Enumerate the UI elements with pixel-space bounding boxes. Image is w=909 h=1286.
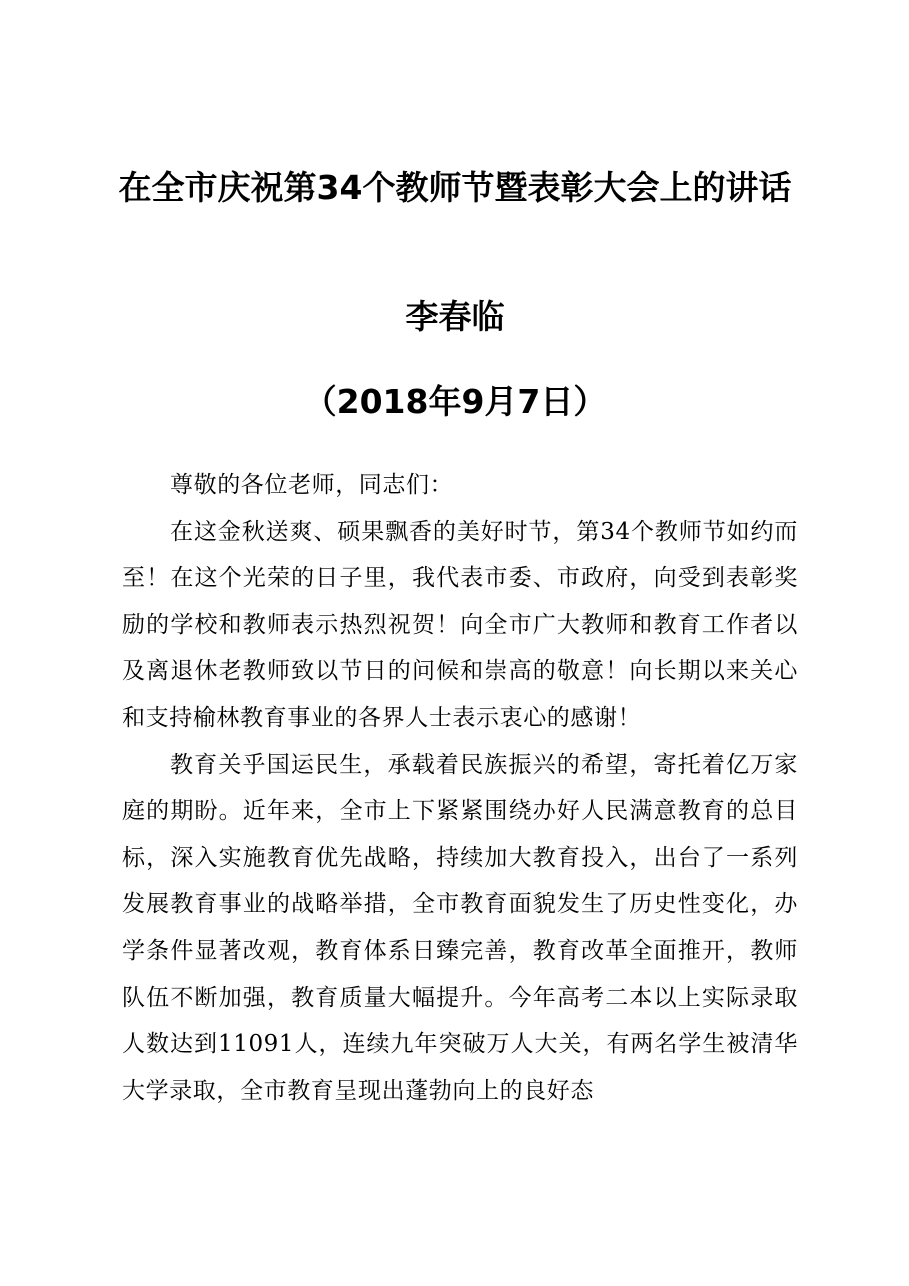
salutation-paragraph: 尊敬的各位老师，同志们： [170, 472, 454, 498]
body-paragraph: 教育关乎国运民生，承载着民族振兴的希望，寄托着亿万家庭的期盼。近年来，全市上下紧紧围绕办好人民满意教育的总目标，深入实施教育优先战略，持续加大教育投入，出台了一系列发展教育事业的战略举措，全市教育面貌发生了历史性变化，办学条件显著改观，教育体系日臻完善，教育改革全面推开，教师队伍不断加强，教育质量大幅提升。今年高考二本以上实际录取人数达到11091人，连续九年突破万人大关，有两名学生被清华大学录取，全市教育呈现出蓬勃向上的良好态 [122, 751, 798, 1104]
document-title: 在全市庆祝第34个教师节暨表彰大会上的讲话 [118, 168, 792, 207]
document-date: （2018年9月7日） [303, 382, 607, 421]
document-body [122, 462, 798, 1114]
body-paragraph: 在这金秋送爽、硕果飘香的美好时节，第34个教师节如约而至！在这个光荣的日子里，我代表市委、市政府，向受到表彰奖励的学校和教师表示热烈祝贺！向全市广大教师和教育工作者以及离退休老教师致以节日的问候和崇高的敬意！向长期以来关心和支持榆林教育事业的各界人士表示衷心的感谢！ [122, 518, 798, 731]
document-author: 李春临 [405, 297, 505, 336]
